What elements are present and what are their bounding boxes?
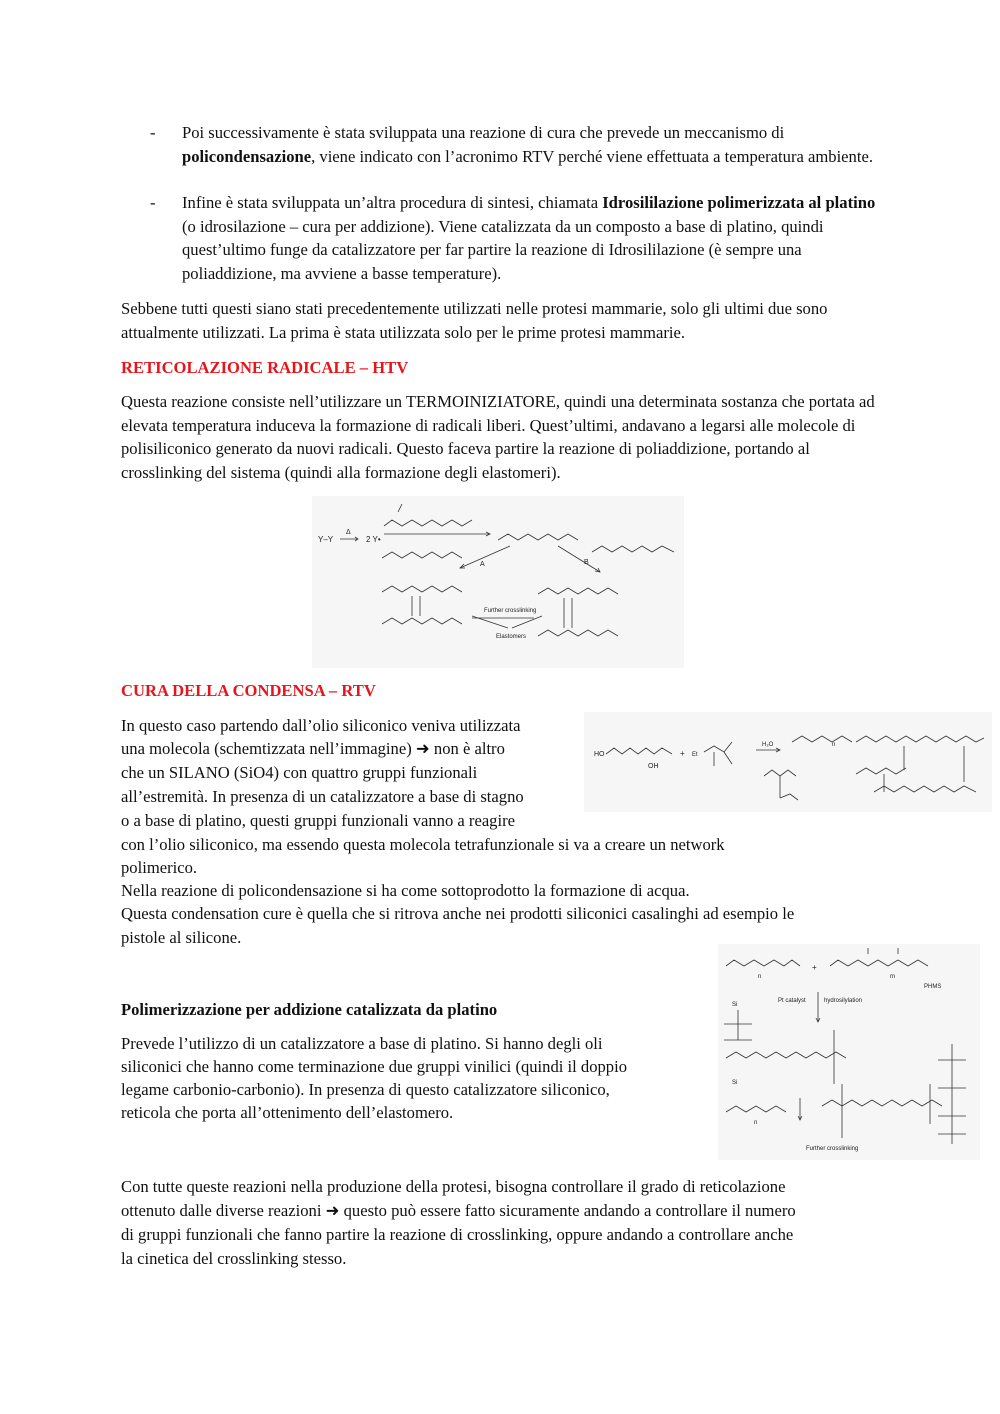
- water-label: H₂O: [762, 742, 774, 748]
- rtv-paragraph-side-line-3: che un SILANO (SiO4) con quattro gruppi funzionali: [121, 763, 478, 782]
- closing-paragraph-line-2: ottenuto dalle diverse reazioni ➜ questo può essere fatto sicuramente andando a controllare il numero: [121, 1201, 796, 1220]
- oh-label: OH: [648, 763, 659, 770]
- rtv-paragraph-side-line-5: o a base di platino, questi gruppi funzionali vanno a reagire: [121, 811, 515, 830]
- si-label-1: Si: [732, 1002, 738, 1008]
- elastomers-label: Elastomers: [496, 634, 527, 640]
- plus-sign-3: +: [812, 963, 817, 972]
- pt-catalyst-label: Pt catalyst: [778, 998, 806, 1004]
- heat-symbol: Δ: [346, 529, 351, 536]
- radicals-label: 2 Y•: [366, 535, 381, 544]
- bullet-item-2: Infine è stata sviluppata un’altra procedura di sintesi, chiamata Idrosililazione polimerizzata al platino (o idrosilazione – cura per addizione). Viene catalizzata da un composto a base di platino, quindi quest’ultimo funge da catalizzatore per far partire la reazione di Idrosililazione (è sempre una poliaddizione, ma avviene a basse temperature).: [182, 193, 876, 283]
- section-htv-paragraph: Questa reazione consiste nell’utilizzare un TERMOINIZIATORE, quindi una determinata sostanza che portata ad elevata temperatura induceva la formazione di radicali liberi. Quest’ultimi, andavano a legarsi alle molecole di polisiliconico generato da nuovi radicali. Questo faceva partire la reazione di poliaddizione, portando al crosslinking del sistema (quindi alla formazione degli elastomeri).: [121, 392, 875, 482]
- intro-paragraph: Sebbene tutti questi siano stati precedentemente utilizzati nelle protesi mammarie, solo gli ultimi due sono attualmente utilizzati. La prima è stata utilizzata solo per le prime protesi mammarie.: [121, 299, 828, 342]
- closing-paragraph-line-1: Con tutte queste reazioni nella produzione della protesi, bisogna controllare il grado di reticolazione: [121, 1177, 786, 1196]
- bullet-item-1: Poi successivamente è stata sviluppata una reazione di cura che prevede un meccanismo di policondensazione, viene indicato con l’acronimo RTV perché viene effettuata a temperatura ambiente.: [182, 123, 873, 166]
- platinum-paragraph-line-3: legame carbonio-carbonio). In presenza di questo catalizzatore siliconico,: [121, 1080, 610, 1099]
- further-crosslinking-label-3: Further crosslinking: [806, 1146, 859, 1152]
- n-label: n: [832, 742, 836, 748]
- n-label-top: n: [758, 974, 762, 980]
- rtv-paragraph-side-line-4: all’estremità. In presenza di un catalizzatore a base di stagno: [121, 787, 524, 806]
- rtv-paragraph-full-line-5: pistole al silicone.: [121, 928, 242, 947]
- n-label-bottom: n: [754, 1120, 758, 1126]
- bullet-dash-2: -: [150, 193, 156, 212]
- ho-label: HO: [594, 751, 605, 758]
- section-heading-rtv: CURA DELLA CONDENSA – RTV: [121, 681, 376, 700]
- hydrosilylation-label: hydrosilylation: [824, 998, 863, 1004]
- radical-crosslinking-figure: [312, 496, 684, 668]
- closing-paragraph-line-3: di gruppi funzionali che fanno partire la reazione di crosslinking, oppure andando a controllare anche: [121, 1225, 794, 1244]
- bullet-dash-1: -: [150, 123, 156, 142]
- rtv-paragraph-full-line-4: Questa condensation cure è quella che si ritrova anche nei prodotti siliconici casalinghi ad esempio le: [121, 904, 795, 923]
- si-label-2: Si: [732, 1080, 738, 1086]
- condensation-cure-figure: [584, 712, 992, 812]
- plus-sign: +: [680, 749, 685, 758]
- et-label: Et: [692, 752, 698, 758]
- reagent-label: Y–Y: [318, 535, 334, 544]
- rtv-paragraph-full-line-3: Nella reazione di policondensazione si ha come sottoprodotto la formazione di acqua.: [121, 881, 690, 900]
- section-heading-platinum: Polimerizzazione per addizione catalizzata da platino: [121, 1000, 498, 1019]
- section-heading-htv: RETICOLAZIONE RADICALE – HTV: [121, 358, 409, 377]
- path-a-label: A: [480, 561, 485, 568]
- platinum-paragraph-line-2: siliconici che hanno come terminazione due gruppi vinilici (quindi il doppio: [121, 1057, 627, 1076]
- platinum-paragraph-line-1: Prevede l’utilizzo di un catalizzatore a base di platino. Si hanno degli oli: [121, 1034, 603, 1053]
- m-label-top: m: [890, 974, 895, 980]
- phms-label: PHMS: [924, 984, 942, 990]
- rtv-paragraph-side-line-2: una molecola (schemtizzata nell’immagine) ➜ non è altro: [121, 739, 505, 758]
- rtv-paragraph-side-line-1: In questo caso partendo dall’olio siliconico veniva utilizzata: [121, 716, 521, 735]
- further-crosslinking-label: Further crosslinking: [484, 608, 537, 614]
- path-b-label: B: [584, 559, 589, 566]
- closing-paragraph-line-4: la cinetica del crosslinking stesso.: [121, 1249, 347, 1268]
- hydrosilylation-figure: [718, 944, 980, 1160]
- platinum-paragraph-line-4: reticola che porta all’ottenimento dell’elastomero.: [121, 1103, 454, 1122]
- rtv-paragraph-full-line-1: con l’olio siliconico, ma essendo questa molecola tetrafunzionale si va a creare un network: [121, 835, 725, 854]
- rtv-paragraph-full-line-2: polimerico.: [121, 858, 198, 877]
